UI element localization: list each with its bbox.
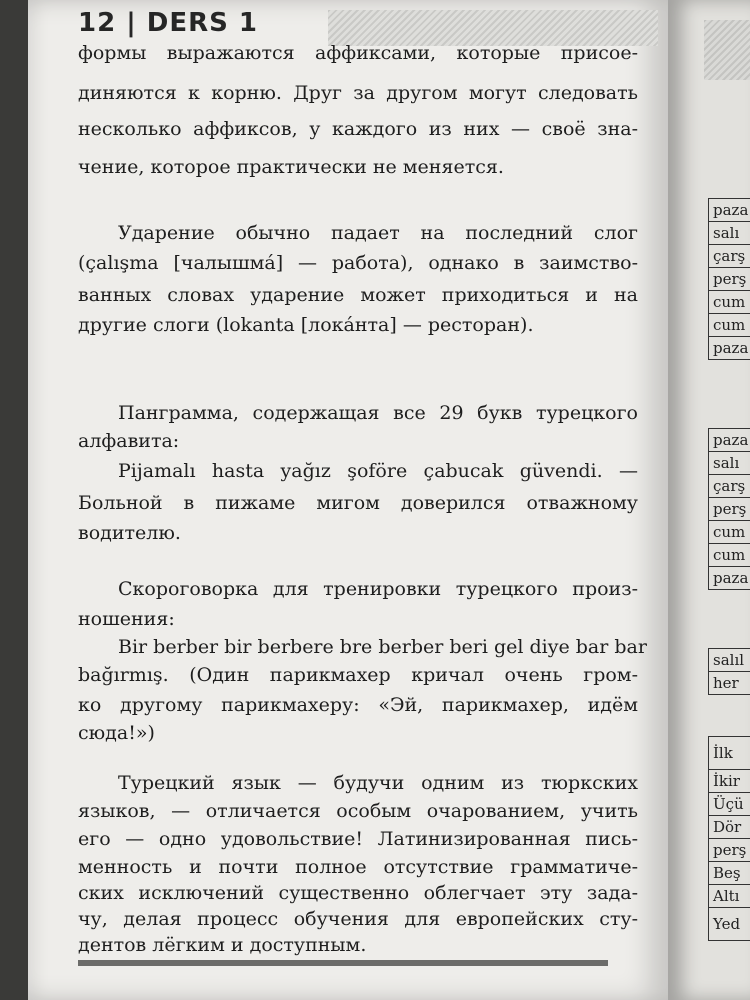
text-line: чу, делая процесс обучения для европейских сту- — [78, 908, 638, 930]
book-page-right — [668, 0, 750, 1000]
table-cell: çarş — [709, 475, 750, 498]
text-line: его — одно удовольствие! Латинизированная пись- — [78, 828, 638, 850]
text-line: ношения: — [78, 608, 175, 630]
table-cell: paza — [709, 337, 750, 360]
text-line: несколько аффиксов, у каждого из них — своё зна- — [78, 118, 638, 140]
text-line: (çalışma [чалышмá] — работа), однако в заимство- — [78, 252, 638, 274]
text-line: Pijamalı hasta yağız şoföre çabucak güvendi. — — [118, 460, 638, 482]
text-line: bağırmış. (Один парикмахер кричал очень гром- — [78, 664, 638, 686]
text-line: языков, — отличается особым очарованием, учить — [78, 800, 638, 822]
book-page-left — [28, 0, 668, 1000]
text-line: Турецкий язык — будучи одним из тюркских — [118, 772, 638, 794]
table-cell: her — [709, 672, 750, 695]
text-line: Bir berber bir berbere bre berber beri gel diye bar bar — [118, 636, 647, 658]
text-line: ских исключений существенно облегчает эту зада- — [78, 882, 638, 904]
table-cell: Beş — [709, 862, 750, 885]
table-cell: Yed — [709, 908, 750, 941]
table-cell: perş — [709, 498, 750, 521]
table-cell: paza — [709, 428, 750, 452]
text-line: менность и почти полное отсутствие грамматиче- — [78, 856, 638, 878]
table-cell: salıl — [709, 648, 750, 672]
vocab-table-1 — [708, 198, 750, 360]
table-cell: perş — [709, 268, 750, 291]
bottom-rule — [78, 960, 608, 966]
vocab-table-2 — [708, 428, 750, 590]
table-cell: cum — [709, 521, 750, 544]
header-pattern-band — [704, 20, 750, 80]
vocab-table-3 — [708, 648, 750, 695]
text-line: ко другому парикмахеру: «Эй, парикмахер, идём — [78, 694, 638, 716]
table-cell: Dör — [709, 816, 750, 839]
text-line: Скороговорка для тренировки турецкого произ- — [118, 578, 638, 600]
table-cell: İlk — [709, 736, 750, 770]
table-cell: cum — [709, 544, 750, 567]
table-cell: cum — [709, 314, 750, 337]
text-line: Ударение обычно падает на последний слог — [118, 222, 638, 244]
page-header: 12 | DERS 1 — [78, 8, 259, 38]
text-line: формы выражаются аффиксами, которые присое- — [78, 42, 638, 64]
table-cell: salı — [709, 222, 750, 245]
table-cell: çarş — [709, 245, 750, 268]
table-cell: İkir — [709, 770, 750, 793]
text-line: дентов лёгким и доступным. — [78, 934, 367, 956]
text-line: сюда!») — [78, 722, 155, 744]
text-line: диняются к корню. Друг за другом могут следовать — [78, 82, 638, 104]
text-line: алфавита: — [78, 430, 180, 452]
vocab-table-4 — [708, 736, 750, 941]
text-line: другие слоги (lokanta [локáнта] — ресторан). — [78, 314, 534, 336]
text-line: водителю. — [78, 522, 181, 544]
table-cell: cum — [709, 291, 750, 314]
table-cell: Altı — [709, 885, 750, 908]
text-line: Панграмма, содержащая все 29 букв турецкого — [118, 402, 638, 424]
table-cell: salı — [709, 452, 750, 475]
table-cell: Üçü — [709, 793, 750, 816]
table-cell: perş — [709, 839, 750, 862]
text-line: Больной в пижаме мигом доверился отважному — [78, 492, 638, 514]
text-line: чение, которое практически не меняется. — [78, 156, 504, 178]
table-cell: paza — [709, 198, 750, 222]
table-cell: paza — [709, 567, 750, 590]
text-line: ванных словах ударение может приходиться и на — [78, 284, 638, 306]
